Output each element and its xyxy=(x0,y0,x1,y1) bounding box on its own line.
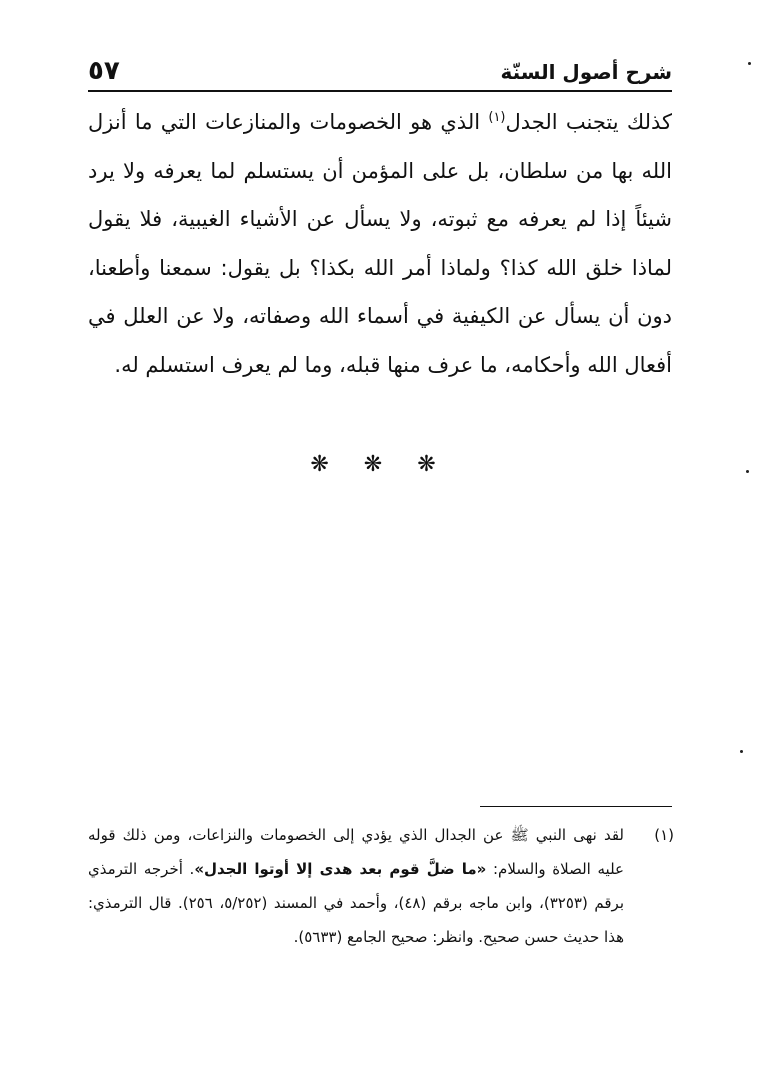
text-segment: الذي هو الخصومات والمنازعات التي ما أنزل الله بها من سلطان، بل على المؤمن أن يستسلم لما يعرفه ولا يرد شيئاً إذا لم يعرفه مع ثبوته، ولا يسأل عن الأشياء الغيبية، فلا يقول لماذا خلق الله كذا؟ ولماذا أمر الله بكذا؟ بل يقول: سمعنا وأطعنا، دون أن يسأل عن الكيفية في أسماء الله وصفاته، ولا عن العلل في أفعال الله وأحكامه، ما عرف منها قبله، وما لم يعرف استسلم له. xyxy=(88,110,672,377)
footnote-segment: . أخرجه الترمذي برقم (٣٢٥٣)، وابن ماجه برقم (٤٨)، وأحمد في المسند (٥/٢٥٢، ٢٥٦). قال الترمذي: هذا حديث حسن صحيح. وانظر: صحيح الجامع (٥٦٣٣). xyxy=(88,860,624,946)
page-number: ٥٧ xyxy=(88,56,120,86)
scan-speck xyxy=(748,62,751,65)
scan-speck xyxy=(740,750,743,753)
hadith-quote: «ما ضلَّ قوم بعد هدى إلا أوتوا الجدل» xyxy=(194,860,487,878)
section-divider-ornament: ❋ ❋ ❋ xyxy=(310,452,450,477)
paragraph xyxy=(88,98,672,389)
footnote-segment: لقد نهى النبي ﷺ عن الجدال الذي يؤدي إلى الخصومات والنزاعات، ومن ذلك قوله عليه الصلاة والسلام: xyxy=(88,826,624,878)
scan-speck xyxy=(746,470,749,473)
footnote xyxy=(88,818,674,954)
main-text xyxy=(88,98,672,389)
footnote-number: (١) xyxy=(654,826,674,844)
running-title: شرح أصول السنّة xyxy=(500,60,672,84)
footnote-reference[interactable]: (١) xyxy=(488,110,506,125)
text-segment: كذلك يتجنب الجدل xyxy=(505,110,672,134)
footnote-text xyxy=(88,818,624,954)
footnote-separator xyxy=(480,806,672,807)
page-header xyxy=(88,56,672,92)
